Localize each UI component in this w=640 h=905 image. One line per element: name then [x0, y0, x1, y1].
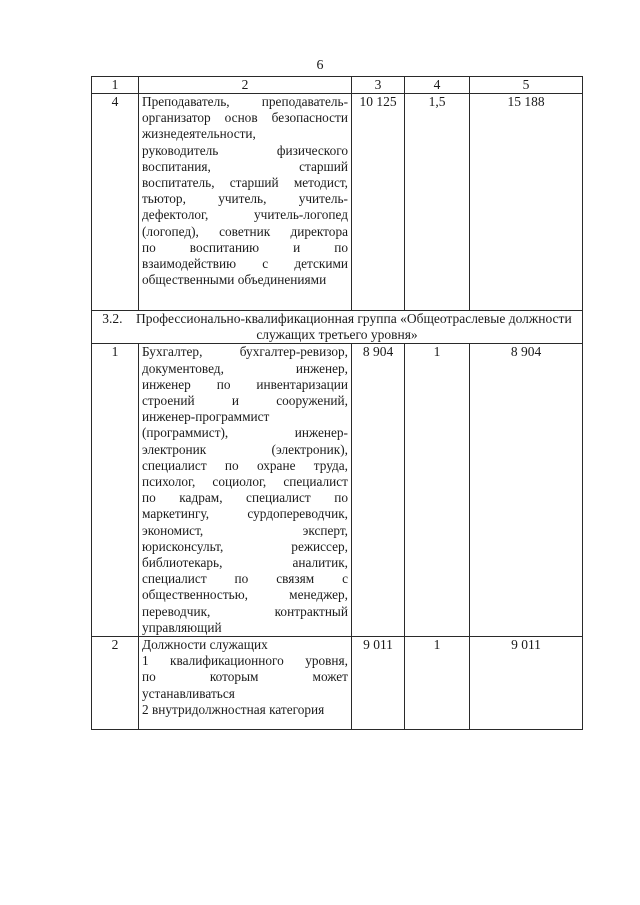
position-line: взаимодействию с детскими	[142, 256, 348, 272]
position-list	[139, 94, 352, 311]
table-header-row	[92, 77, 583, 94]
col5-value: 8 904	[470, 344, 583, 637]
position-line: дефектолог, учитель-логопед	[142, 207, 348, 223]
position-line: жизнедеятельности,	[142, 126, 256, 142]
group-row	[92, 311, 583, 344]
position-line: строений и сооружений,	[142, 393, 348, 409]
position-line: тьютор, учитель, учитель-	[142, 191, 348, 207]
position-line: специалист по связям с	[142, 571, 348, 587]
col4-value: 1	[405, 637, 470, 730]
col3-value: 9 011	[352, 637, 405, 730]
position-line: воспитания, старший	[142, 158, 348, 174]
position-line: юрисконсульт, режиссер,	[142, 538, 348, 554]
col4-value: 1,5	[405, 94, 470, 311]
salary-table	[91, 76, 583, 730]
header-cell-3: 3	[352, 77, 405, 94]
col5-value: 9 011	[470, 637, 583, 730]
row-number: 4	[92, 94, 139, 311]
col5-value: 15 188	[470, 94, 583, 311]
position-line: по воспитанию и по	[142, 239, 348, 255]
position-line: по кадрам, специалист по	[142, 490, 348, 506]
position-line: экономист, эксперт,	[142, 522, 348, 538]
position-line: специалист по охране труда,	[142, 457, 348, 473]
position-line: воспитатель, старший методист,	[142, 175, 348, 191]
position-line: библиотекарь, аналитик,	[142, 555, 348, 571]
position-line: маркетингу, сурдопереводчик,	[142, 506, 348, 522]
position-line: (программист), инженер-	[142, 425, 348, 441]
position-line: электроник (электроник),	[142, 441, 348, 457]
position-line: инженер по инвентаризации	[142, 376, 348, 392]
position-line: управляющий	[142, 619, 222, 635]
col3-value: 8 904	[352, 344, 405, 637]
col3-value: 10 125	[352, 94, 405, 311]
position-line: переводчик, контрактный	[142, 603, 348, 619]
position-line: руководитель физического	[142, 142, 348, 158]
position-line: по которым может	[142, 669, 348, 685]
col4-value: 1	[405, 344, 470, 637]
position-line: общественными объединениями	[142, 272, 327, 288]
position-line: 1 квалификационного уровня,	[142, 653, 348, 669]
position-line: общественностью, менеджер,	[142, 587, 348, 603]
table-row	[92, 344, 583, 637]
position-line: инженер-программист	[142, 409, 270, 425]
header-cell-4: 4	[405, 77, 470, 94]
row-number: 2	[92, 637, 139, 730]
table-row	[92, 94, 583, 311]
position-line: Бухгалтер, бухгалтер-ревизор,	[142, 344, 348, 360]
position-line: Должности служащих	[142, 637, 268, 653]
header-cell-1: 1	[92, 77, 139, 94]
position-line: устанавливаться	[142, 685, 235, 701]
page-number: 6	[316, 58, 324, 73]
position-line: 2 внутридолжностная категория	[142, 701, 325, 717]
position-line: (логопед), советник директора	[142, 223, 348, 239]
position-list	[139, 344, 352, 637]
position-line: психолог, социолог, специалист	[142, 474, 348, 490]
position-line: организатор основ безопасности	[142, 110, 348, 126]
group-title: 3.2. Профессионально-квалификационная группа «Общеотраслевые должности служащих третьего уровня»	[92, 311, 583, 344]
position-line: документовед, инженер,	[142, 360, 348, 376]
position-list	[139, 637, 352, 730]
header-cell-2: 2	[139, 77, 352, 94]
row-number: 1	[92, 344, 139, 637]
position-line: Преподаватель, преподаватель-	[142, 94, 348, 109]
header-cell-5: 5	[470, 77, 583, 94]
table-row	[92, 637, 583, 730]
